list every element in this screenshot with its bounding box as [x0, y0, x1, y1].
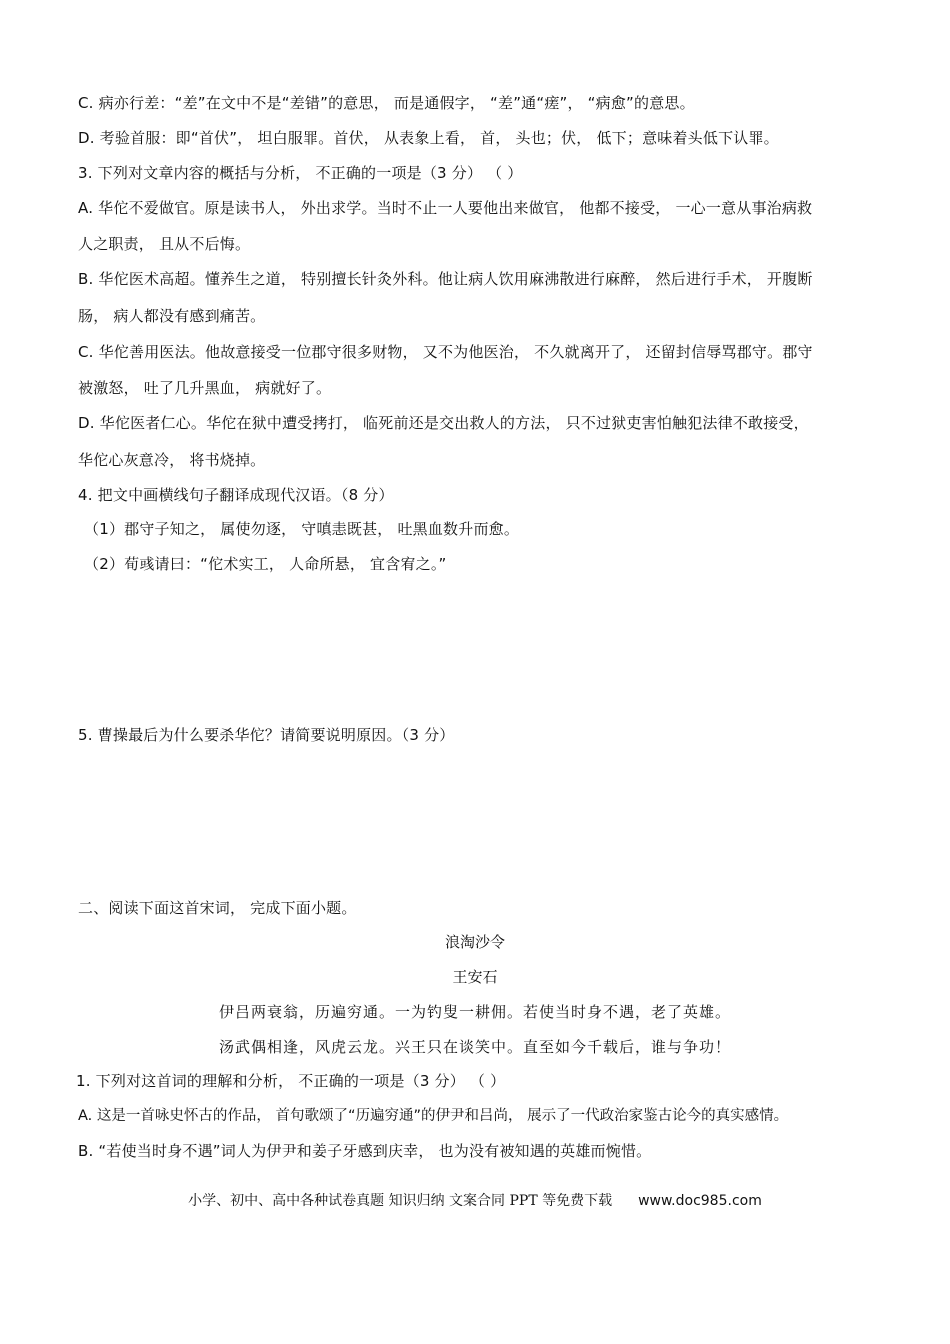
poem-q1-stem: 1. 下列对这首词的理解和分析， 不正确的一项是（3 分） （ ） — [76, 1072, 506, 1090]
q3-option-d-line2: 华佗心灰意冷， 将书烧掉。 — [78, 451, 266, 469]
q3-option-b-line2: 肠， 病人都没有感到痛苦。 — [78, 307, 266, 325]
q3-stem: 3. 下列对文章内容的概括与分析， 不正确的一项是（3 分） （ ） — [78, 164, 523, 182]
q4-stem: 4. 把文中画横线句子翻译成现代汉语。（8 分） — [78, 486, 394, 504]
q4-item-2: （2）荀彧请曰：“佗术实工， 人命所悬， 宜含宥之。” — [84, 555, 447, 573]
q3-option-c-line2: 被激怒， 吐了几升黑血， 病就好了。 — [78, 379, 332, 397]
q5-stem: 5. 曹操最后为什么要杀华佗？请简要说明原因。（3 分） — [78, 726, 455, 744]
q2-option-c: C. 病亦行差：“差”在文中不是“差错”的意思， 而是通假字， “差”通“瘥”， “病愈”的意思。 — [78, 94, 695, 112]
poem-line-2: 汤武偶相逢，风虎云龙。兴王只在谈笑中。直至如今千载后，谁与争功！ — [218, 1038, 731, 1056]
poem-q1-option-b: B. “若使当时身不遇”词人为伊尹和姜子牙感到庆幸， 也为没有被知遇的英雄而惋惜。 — [78, 1142, 652, 1160]
footer-url[interactable]: www.doc985.com — [638, 1193, 762, 1209]
footer-text: 小学、初中、高中各种试卷真题 知识归纳 文案合同 PPT 等免费下载 — [188, 1193, 613, 1209]
poem-line-1: 伊吕两衰翁，历遍穷通。一为钓叟一耕佣。若使当时身不遇，老了英雄。 — [218, 1003, 731, 1021]
q3-option-a-line1: A. 华佗不爱做官。原是读书人， 外出求学。当时不止一人要他出来做官， 他都不接受， 一心一意从事治病救 — [78, 199, 813, 217]
page-footer — [0, 1191, 950, 1211]
q3-option-d-line1: D. 华佗医者仁心。华佗在狱中遭受拷打， 临死前还是交出救人的方法， 只不过狱吏害怕触犯法律不敢接受， — [78, 414, 809, 432]
q3-option-c-line1: C. 华佗善用医法。他故意接受一位郡守很多财物， 又不为他医治， 不久就离开了， 还留封信辱骂郡守。郡守 — [78, 343, 813, 361]
q4-item-1: （1）郡守子知之， 属使勿逐， 守嗔恚既甚， 吐黑血数升而愈。 — [84, 520, 520, 538]
q3-option-a-line2: 人之职责， 且从不后悔。 — [78, 235, 251, 253]
q2-option-d: D. 考验首服：即“首伏”， 坦白服罪。首伏， 从表象上看， 首， 头也；伏， 低下；意味着头低下认罪。 — [78, 129, 779, 147]
section-2-heading: 二、阅读下面这首宋词， 完成下面小题。 — [78, 899, 357, 917]
q3-option-b-line1: B. 华佗医术高超。懂养生之道， 特别擅长针灸外科。他让病人饮用麻沸散进行麻醉， 然后进行手术， 开腹断 — [78, 270, 813, 288]
poem-title: 浪淘沙令 — [444, 933, 505, 951]
poem-q1-option-a: A. 这是一首咏史怀古的作品， 首句歌颂了“历遍穷通”的伊尹和吕尚， 展示了一代政治家鉴古论今的真实感情。 — [78, 1108, 789, 1124]
poem-author: 王安石 — [452, 968, 498, 986]
